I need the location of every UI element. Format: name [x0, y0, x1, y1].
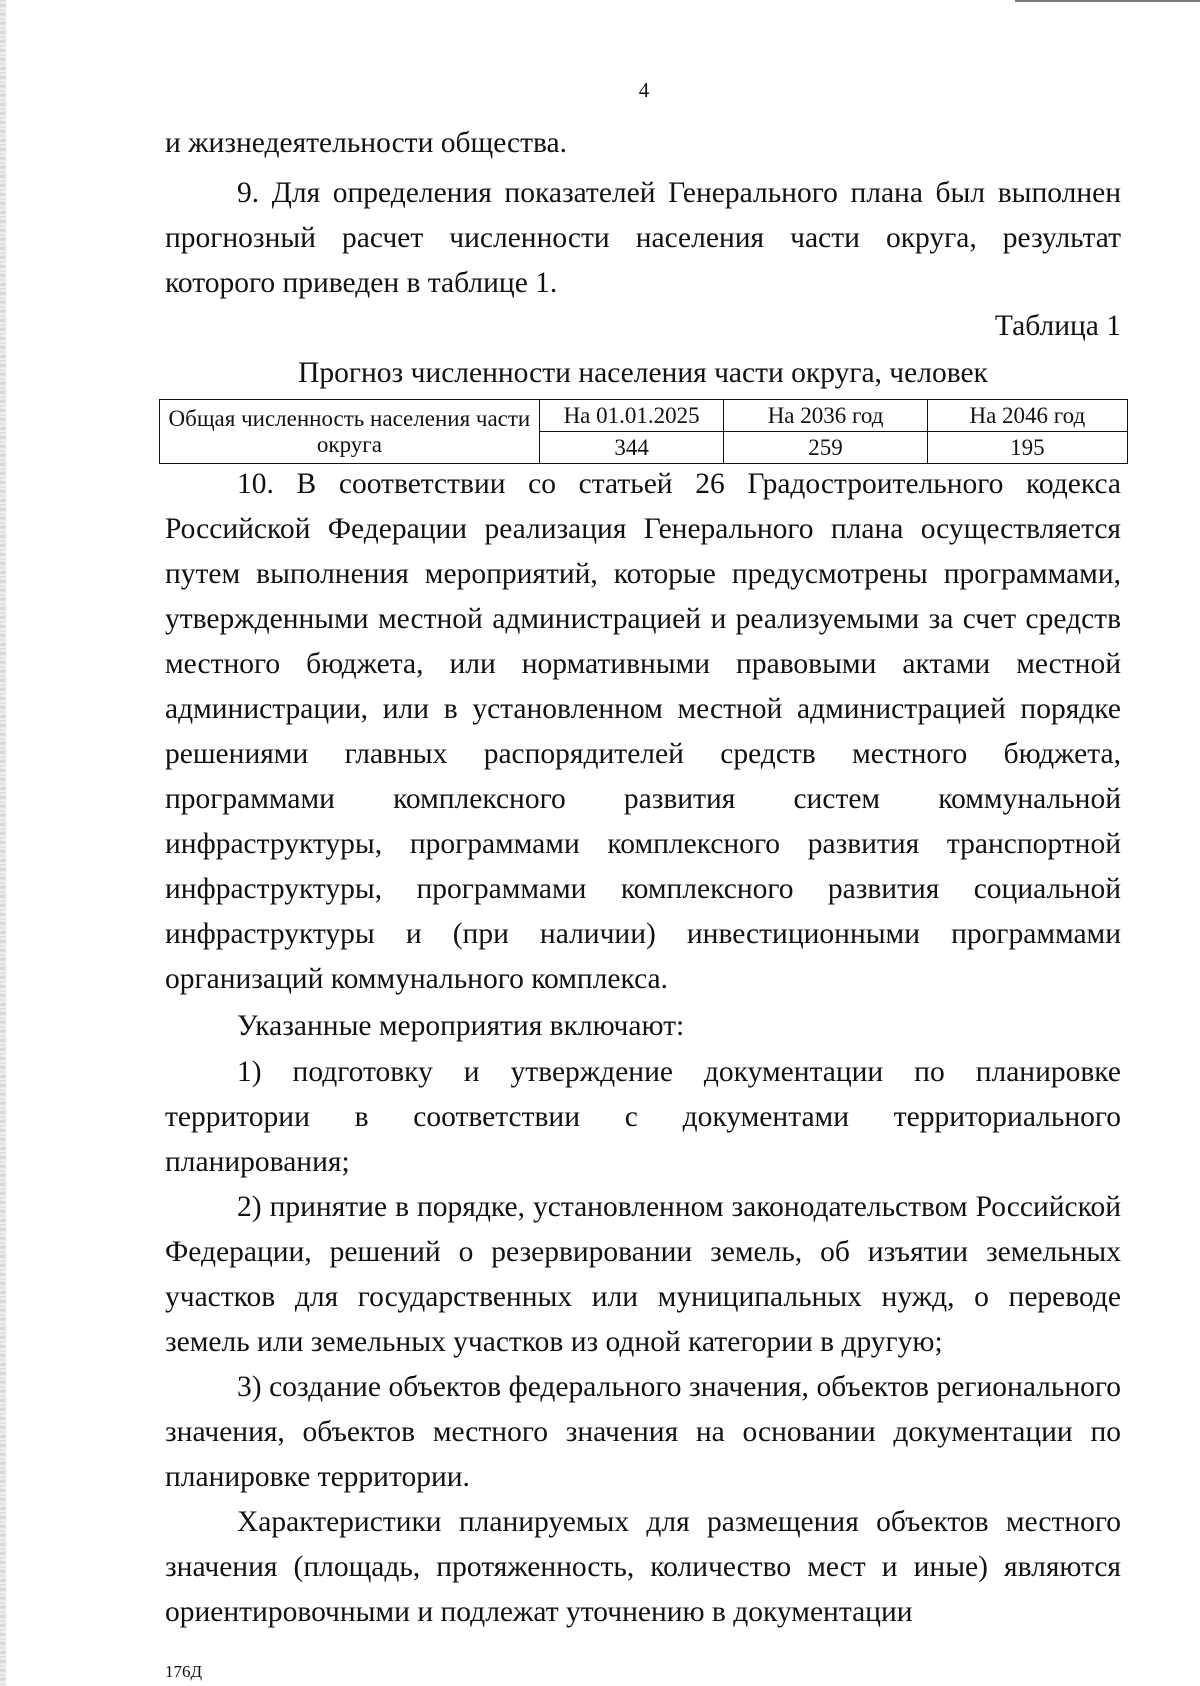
measure-item-3: 3) создание объектов федерального значения, объектов регионального значения, объектов местного значения на основании документации по планировке территории. [165, 1371, 1121, 1493]
characteristics-paragraph: Характеристики планируемых для размещения объектов местного значения (площадь, протяженность, количество мест и иные) являются ориентировочными и подлежат уточнению в документации [165, 1506, 1121, 1628]
value-2046: 195 [927, 432, 1127, 464]
population-table [159, 399, 1128, 464]
column-header-2025: На 01.01.2025 [539, 400, 724, 432]
column-header-2036: На 2036 год [724, 400, 927, 432]
row-header-cell: Общая численность населения части округа [160, 400, 540, 464]
scan-edge [0, 0, 6, 1686]
value-2025: 344 [539, 432, 724, 464]
measure-item-1: 1) подготовку и утверждение документации по планировке территории в соответствии с документами территориального планирования; [165, 1056, 1121, 1178]
page-number: 4 [638, 78, 650, 102]
table-row [160, 400, 1128, 432]
footer-code: 176Д [165, 1662, 203, 1681]
value-2036: 259 [724, 432, 927, 464]
table-label: Таблица 1 [994, 310, 1121, 342]
table-title: Прогноз численности населения части округа, человек [298, 357, 988, 389]
intro-line: и жизнедеятельности общества. [165, 127, 568, 159]
column-header-2046: На 2046 год [927, 400, 1127, 432]
scan-top-edge [1015, 0, 1200, 2]
paragraph-9: 9. Для определения показателей Генерального плана был выполнен прогнозный расчет численности населения части округа, результат которого приведен в таблице 1. [165, 177, 1121, 299]
measures-intro: Указанные мероприятия включают: [237, 1010, 685, 1042]
paragraph-10: 10. В соответствии со статьей 26 Градостроительного кодекса Российской Федерации реализация Генерального плана осуществляется путем выполнения мероприятий, которые предусмотрены программами, утвержденными местной администрацией и реализуемыми за счет средств местного бюджета, или нормативными правовыми актами местной администрации, или в установленном местной администрацией порядке решениями главных распорядителей средств местного бюджета, программами комплексного развития систем коммунальной инфраструктуры, программами комплексного развития транспортной инфраструктуры, программами комплексного развития социальной инфраструктуры и (при наличии) инвестиционными программами организаций коммунального комплекса. [165, 468, 1121, 995]
measure-item-2: 2) принятие в порядке, установленном законодательством Российской Федерации, решений о резервировании земель, об изъятии земельных участков для государственных или муниципальных нужд, о переводе земель или земельных участков из одной категории в другую; [165, 1191, 1121, 1358]
